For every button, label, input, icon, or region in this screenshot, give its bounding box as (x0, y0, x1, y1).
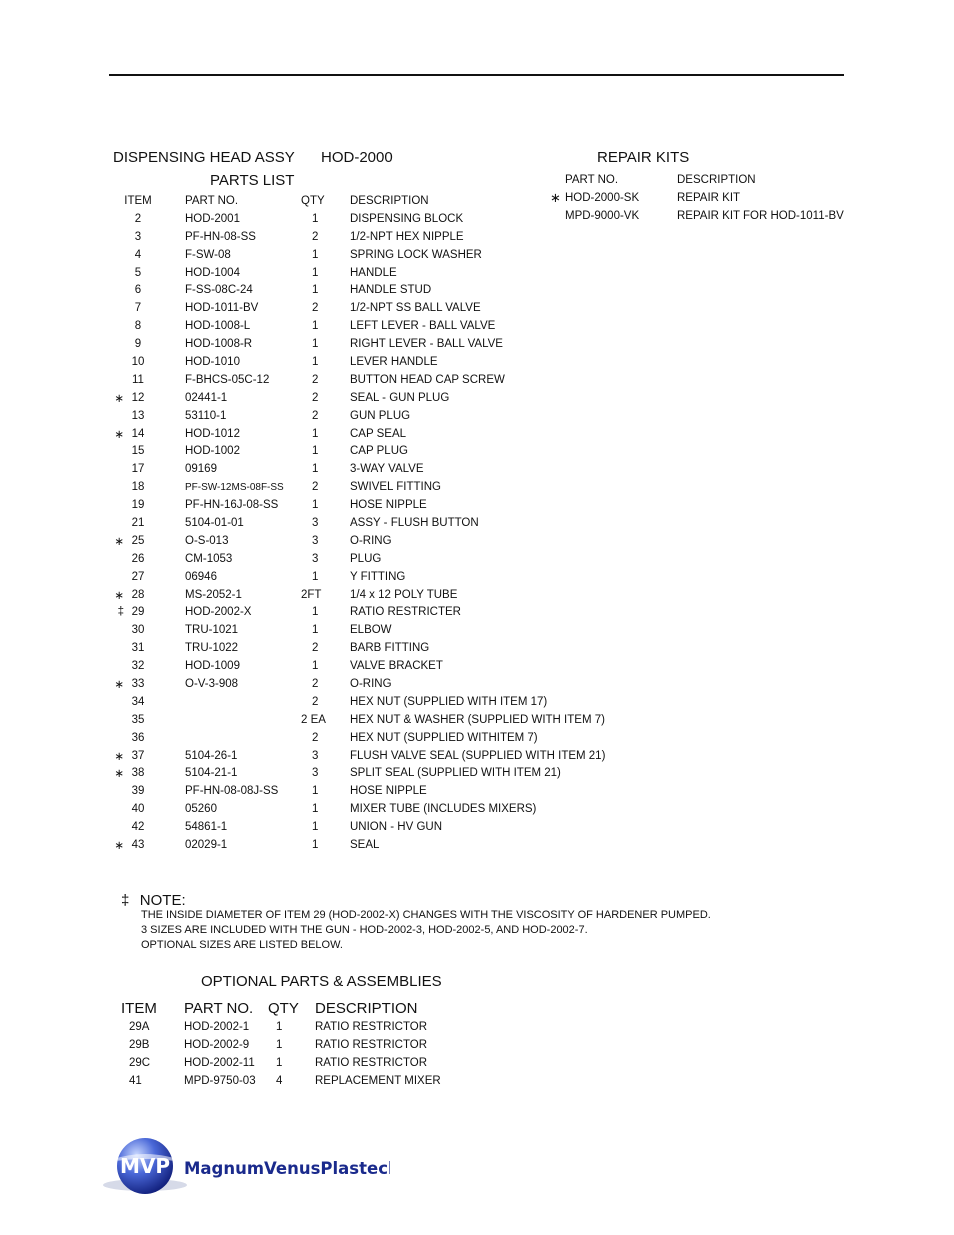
row-mark (112, 657, 124, 675)
row-description: VALVE BRACKET (350, 660, 443, 673)
table-row (112, 210, 605, 228)
row-mark (112, 317, 124, 335)
kit-mark: ∗ (550, 190, 561, 205)
table-row (112, 317, 605, 335)
row-mark (112, 639, 124, 657)
row-description: SPLIT SEAL (SUPPLIED WITH ITEM 21) (350, 767, 561, 780)
row-item: 9 (134, 338, 142, 351)
opt-item: 29B (129, 1038, 150, 1051)
row-item: 39 (131, 785, 145, 798)
opt-item-header: ITEM (121, 999, 157, 1017)
kit-mark (550, 207, 565, 225)
row-item: 29 (131, 606, 145, 619)
row-item: 43 (131, 839, 145, 851)
row-part-number: HOD-1004 (185, 266, 240, 279)
row-mark (112, 729, 124, 747)
assy-number: HOD-2000 (321, 149, 393, 166)
item-header: ITEM (124, 194, 152, 207)
row-mark: ∗ (114, 768, 124, 781)
row-item: 37 (131, 749, 145, 762)
row-item: 31 (131, 642, 145, 655)
row-description: BARB FITTING (350, 642, 430, 655)
row-description: HEX NUT & WASHER (SUPPLIED WITH ITEM 7) (350, 713, 605, 726)
table-row (112, 496, 605, 514)
table-row (112, 353, 605, 371)
row-mark: ∗ (114, 840, 124, 852)
row-mark: ∗ (114, 589, 124, 602)
table-row (112, 389, 605, 407)
row-qty: 2 (312, 677, 319, 690)
row-mark (112, 442, 124, 460)
row-mark (112, 335, 124, 353)
row-qty: 3 (312, 516, 319, 529)
row-item: 30 (131, 624, 145, 637)
row-part-number: HOD-1009 (185, 660, 240, 673)
row-item: 10 (131, 355, 145, 368)
row-part-number: TRU-1021 (185, 624, 239, 637)
opt-description: RATIO RESTRICTOR (315, 1020, 428, 1033)
row-qty: 2 (312, 731, 319, 744)
row-part-number: HOD-1011-BV (185, 302, 259, 315)
table-row (112, 371, 605, 389)
row-item: 34 (131, 695, 145, 708)
logo-wordmark: MagnumVenusPlastech (184, 1159, 390, 1178)
row-part-number: MS-2052-1 (185, 588, 242, 601)
parts-list-title: PARTS LIST (210, 172, 295, 189)
row-part-number (152, 693, 301, 711)
row-description: HANDLE STUD (350, 284, 432, 297)
row-item: 28 (131, 588, 145, 601)
table-row (112, 782, 605, 800)
row-mark (112, 782, 124, 800)
row-part-number: 02441-1 (185, 391, 228, 404)
opt-item: 41 (129, 1074, 142, 1087)
row-qty: 2 (312, 391, 319, 404)
row-description: CAP SEAL (350, 427, 407, 440)
row-mark (112, 496, 124, 514)
row-part-number: 53110-1 (185, 409, 227, 422)
opt-part-number: HOD-2002-11 (184, 1056, 255, 1069)
optional-header-row (121, 998, 441, 1018)
row-item: 7 (134, 302, 142, 315)
top-rule (109, 74, 844, 76)
row-qty: 2 (312, 373, 319, 386)
row-part-number: HOD-1012 (185, 427, 240, 440)
row-description: Y FITTING (350, 570, 406, 583)
table-row (550, 207, 844, 225)
table-row (112, 299, 605, 317)
row-item: 21 (131, 516, 145, 529)
row-qty: 1 (312, 821, 319, 834)
note-mark: ‡ (121, 892, 130, 909)
row-qty: 1 (312, 839, 319, 851)
row-mark (112, 800, 124, 818)
row-mark (112, 711, 124, 729)
row-description: FLUSH VALVE SEAL (SUPPLIED WITH ITEM 21) (350, 749, 606, 762)
kits-desc-header: DESCRIPTION (677, 174, 756, 186)
row-item: 12 (131, 391, 145, 404)
row-qty: 2 (312, 409, 319, 422)
note-text (141, 908, 711, 952)
table-row (112, 747, 605, 765)
row-mark (112, 568, 124, 586)
row-description: HEX NUT (SUPPLIED WITH ITEM 17) (350, 695, 548, 708)
row-part-number: CM-1053 (185, 552, 233, 565)
table-row (112, 228, 605, 246)
row-part-number: 05260 (185, 803, 217, 816)
row-description: PLUG (350, 552, 382, 565)
row-description: ASSY - FLUSH BUTTON (350, 516, 479, 529)
row-part-number: 02029-1 (185, 839, 228, 851)
row-description: HEX NUT (SUPPLIED WITHITEM 7) (350, 731, 538, 744)
row-qty: 1 (312, 785, 319, 798)
row-item: 26 (131, 552, 145, 565)
row-qty: 2 EA (301, 713, 326, 726)
table-row (112, 478, 605, 496)
row-item: 4 (134, 248, 142, 261)
parts-body (112, 210, 605, 854)
table-row (112, 657, 605, 675)
row-qty: 1 (312, 624, 319, 637)
kits-part-header: PART NO. (565, 174, 619, 186)
row-part-number: O-S-013 (185, 534, 229, 547)
row-item: 5 (134, 266, 142, 279)
row-mark (112, 460, 124, 478)
row-part-number: HOD-2002-X (185, 606, 252, 619)
row-description: 1/2-NPT HEX NIPPLE (350, 230, 464, 243)
opt-item: 29C (129, 1056, 151, 1069)
opt-qty: 1 (276, 1020, 283, 1033)
table-row (112, 335, 605, 353)
row-mark (112, 621, 124, 639)
row-part-number: O-V-3-908 (185, 677, 239, 690)
opt-item: 29A (129, 1020, 150, 1033)
table-row (112, 836, 605, 854)
table-row (112, 675, 605, 693)
row-part-number (152, 711, 301, 729)
row-qty: 1 (312, 248, 319, 261)
parts-header-row (112, 192, 605, 210)
row-item: 8 (134, 320, 142, 333)
repair-kits-title: REPAIR KITS (597, 149, 690, 166)
repair-kits-table (550, 171, 844, 225)
opt-part-number: MPD-9750-03 (184, 1074, 256, 1087)
row-part-number: HOD-1010 (185, 355, 240, 368)
row-item: 32 (131, 660, 145, 673)
row-part-number (152, 729, 301, 747)
table-row (121, 1036, 441, 1054)
row-qty: 1 (312, 427, 319, 440)
table-row (112, 550, 605, 568)
row-qty: 1 (312, 320, 319, 333)
row-description: 1/4 x 12 POLY TUBE (350, 588, 458, 601)
row-item: 27 (131, 570, 145, 583)
row-qty: 1 (312, 338, 319, 351)
opt-qty: 1 (276, 1038, 283, 1051)
row-description: SWIVEL FITTING (350, 481, 441, 494)
row-part-number: 54861-1 (185, 821, 228, 834)
optional-title: OPTIONAL PARTS & ASSEMBLIES (201, 973, 442, 990)
note-line: 3 SIZES ARE INCLUDED WITH THE GUN - HOD-2002-3, HOD-2002-5, AND HOD-2002-7. (141, 923, 588, 936)
opt-part-number: HOD-2002-1 (184, 1020, 250, 1033)
row-description: HANDLE (350, 266, 397, 279)
row-qty: 1 (312, 445, 319, 458)
opt-qty: 1 (276, 1056, 283, 1069)
qty-header: QTY (301, 194, 325, 207)
row-mark: ‡ (117, 606, 124, 619)
desc-header: DESCRIPTION (350, 194, 429, 207)
row-description: MIXER TUBE (INCLUDES MIXERS) (350, 803, 537, 816)
row-mark (112, 281, 124, 299)
kits-mark-header (550, 171, 565, 189)
row-part-number: HOD-2001 (185, 212, 240, 225)
table-row (121, 1072, 441, 1090)
opt-description: RATIO RESTRICTOR (315, 1038, 428, 1051)
row-item: 17 (131, 463, 145, 476)
row-item: 42 (131, 821, 145, 834)
note-line: THE INSIDE DIAMETER OF ITEM 29 (HOD-2002-X) CHANGES WITH THE VISCOSITY OF HARDENER PUMPED. (141, 909, 711, 921)
row-qty: 2FT (301, 588, 322, 601)
row-qty: 1 (312, 499, 319, 512)
row-description: ELBOW (350, 624, 392, 637)
row-mark (112, 353, 124, 371)
row-item: 6 (134, 284, 142, 297)
row-mark (112, 246, 124, 264)
mark-header (112, 192, 124, 210)
row-qty: 2 (312, 481, 319, 494)
row-mark (112, 407, 124, 425)
table-row (112, 765, 605, 783)
row-qty: 2 (312, 302, 319, 315)
row-part-number: PF-SW-12MS-08F-SS (185, 481, 284, 493)
kits-body (550, 189, 844, 225)
row-part-number: F-SS-08C-24 (185, 284, 253, 297)
row-qty: 1 (312, 660, 319, 673)
row-mark (112, 228, 124, 246)
row-qty: 1 (312, 266, 319, 279)
row-mark (112, 550, 124, 568)
row-mark: ∗ (114, 428, 124, 441)
row-description: HOSE NIPPLE (350, 785, 427, 798)
row-mark (112, 818, 124, 836)
optional-table (121, 998, 441, 1090)
table-row (112, 693, 605, 711)
row-part-number: 5104-01-01 (185, 516, 244, 529)
opt-desc-header: DESCRIPTION (315, 999, 418, 1017)
table-row (112, 532, 605, 550)
row-mark (112, 371, 124, 389)
row-item: 40 (131, 803, 145, 816)
row-description: LEVER HANDLE (350, 355, 438, 368)
row-qty: 1 (312, 570, 319, 583)
row-mark (112, 264, 124, 282)
row-description: SEAL - GUN PLUG (350, 391, 450, 404)
row-qty: 3 (312, 534, 319, 547)
row-mark: ∗ (114, 392, 124, 405)
row-mark (112, 478, 124, 496)
row-description: RIGHT LEVER - BALL VALVE (350, 338, 503, 351)
table-row (112, 442, 605, 460)
row-description: SEAL (350, 839, 380, 851)
row-description: CAP PLUG (350, 445, 408, 458)
row-item: 35 (131, 713, 145, 726)
table-row (121, 1018, 441, 1036)
company-logo (100, 1133, 390, 1203)
row-mark (112, 299, 124, 317)
table-row (112, 264, 605, 282)
row-item: 11 (132, 373, 144, 386)
row-item: 25 (131, 534, 145, 547)
table-row (112, 514, 605, 532)
row-part-number: 5104-26-1 (185, 749, 238, 762)
row-description: 3-WAY VALVE (350, 463, 424, 476)
row-item: 19 (131, 499, 145, 512)
row-mark: ∗ (114, 535, 124, 548)
table-row (112, 639, 605, 657)
row-item: 13 (131, 409, 145, 422)
optional-body (121, 1018, 441, 1090)
opt-part-header: PART NO. (184, 999, 254, 1017)
row-part-number: HOD-1008-R (185, 338, 253, 351)
table-row (121, 1054, 441, 1072)
row-qty: 2 (312, 642, 319, 655)
row-qty: 2 (312, 230, 319, 243)
part-header: PART NO. (185, 194, 239, 207)
row-part-number: F-SW-08 (185, 248, 231, 261)
table-row (112, 425, 605, 443)
row-part-number: F-BHCS-05C-12 (185, 373, 270, 386)
row-part-number: 06946 (185, 570, 217, 583)
table-row (112, 800, 605, 818)
row-part-number: PF-HN-08-08J-SS (185, 785, 279, 798)
row-item: 3 (134, 230, 142, 243)
row-item: 18 (131, 481, 145, 494)
table-row (112, 246, 605, 264)
note-block (121, 892, 711, 951)
kit-description: REPAIR KIT FOR HOD-1011-BV (677, 210, 844, 222)
opt-part-number: HOD-2002-9 (184, 1038, 250, 1051)
row-qty: 3 (312, 749, 319, 762)
row-item: 33 (131, 677, 145, 690)
row-description: O-RING (350, 677, 392, 690)
row-description: UNION - HV GUN (350, 821, 442, 834)
table-row (112, 281, 605, 299)
row-qty: 2 (312, 695, 319, 708)
kit-description: REPAIR KIT (677, 192, 741, 204)
row-item: 38 (131, 767, 145, 780)
table-row (112, 603, 605, 621)
row-qty: 3 (312, 767, 319, 780)
note-line: OPTIONAL SIZES ARE LISTED BELOW. (141, 938, 343, 951)
row-qty: 1 (312, 803, 319, 816)
parts-table (112, 192, 605, 854)
table-row (112, 621, 605, 639)
row-description: GUN PLUG (350, 409, 411, 422)
row-item: 2 (134, 212, 142, 225)
row-description: DISPENSING BLOCK (350, 212, 464, 225)
row-description: O-RING (350, 534, 392, 547)
table-row (112, 818, 605, 836)
row-qty: 3 (312, 552, 319, 565)
row-qty: 1 (312, 355, 319, 368)
note-title: NOTE: (139, 892, 186, 909)
table-row (112, 407, 605, 425)
table-row (112, 568, 605, 586)
kit-part-number: HOD-2000-SK (565, 192, 640, 204)
row-qty: 1 (312, 463, 319, 476)
row-qty: 1 (312, 212, 319, 225)
row-mark (112, 693, 124, 711)
row-item: 14 (131, 427, 145, 440)
row-qty: 1 (312, 284, 319, 297)
row-qty: 1 (312, 606, 319, 619)
kit-part-number: MPD-9000-VK (565, 210, 640, 222)
row-description: HOSE NIPPLE (350, 499, 427, 512)
row-description: 1/2-NPT SS BALL VALVE (350, 302, 481, 315)
row-part-number: HOD-1002 (185, 445, 240, 458)
row-mark: ∗ (114, 678, 124, 691)
table-row (112, 460, 605, 478)
row-part-number: PF-HN-16J-08-SS (185, 499, 279, 512)
row-part-number: HOD-1008-L (185, 320, 251, 333)
logo-badge-text: MVP (119, 1154, 171, 1178)
row-mark: ∗ (114, 750, 124, 763)
row-description: RATIO RESTRICTER (350, 606, 461, 619)
row-mark (112, 210, 124, 228)
row-description: SPRING LOCK WASHER (350, 248, 482, 261)
table-row (112, 711, 605, 729)
row-part-number: 09169 (185, 463, 217, 476)
row-description: LEFT LEVER - BALL VALVE (350, 320, 496, 333)
row-part-number: PF-HN-08-SS (185, 230, 256, 243)
row-item: 36 (131, 731, 145, 744)
row-part-number: 5104-21-1 (185, 767, 238, 780)
row-description: BUTTON HEAD CAP SCREW (350, 373, 505, 386)
row-item: 15 (131, 445, 145, 458)
kits-header-row (550, 171, 844, 189)
opt-description: REPLACEMENT MIXER (315, 1074, 441, 1087)
table-row (112, 729, 605, 747)
mvp-logo-graphic (100, 1133, 390, 1203)
row-part-number: TRU-1022 (185, 642, 239, 655)
opt-description: RATIO RESTRICTOR (315, 1056, 428, 1069)
opt-qty-header: QTY (268, 999, 299, 1017)
page-title: DISPENSING HEAD ASSY (113, 149, 295, 166)
table-row (550, 189, 844, 207)
table-row (112, 586, 605, 604)
opt-qty: 4 (276, 1074, 283, 1087)
row-mark (112, 514, 124, 532)
